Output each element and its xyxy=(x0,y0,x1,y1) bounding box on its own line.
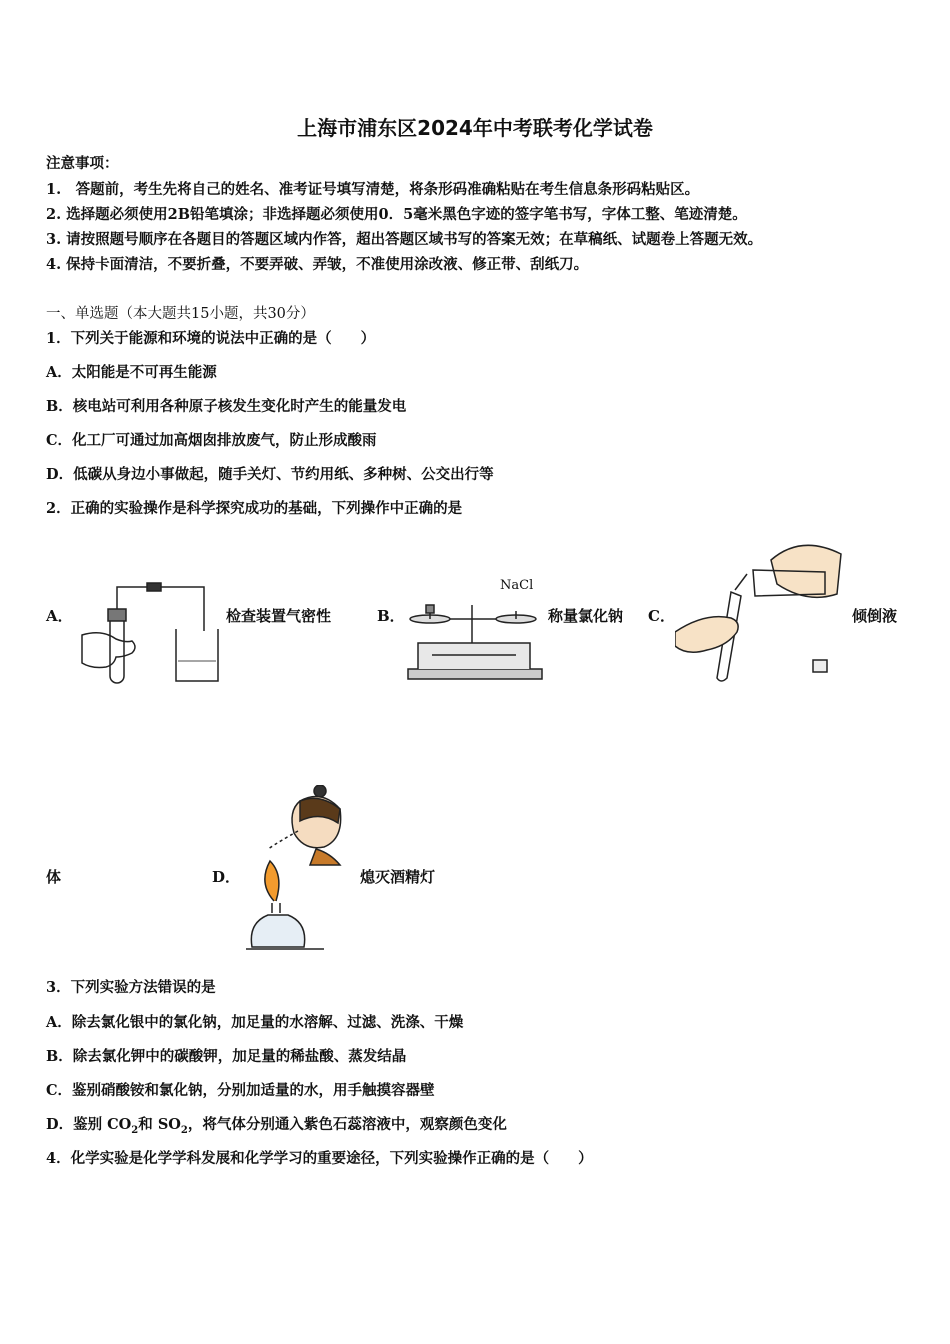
question-3-option-c: C．鉴别硝酸铵和氯化钠，分别加适量的水，用手触摸容器壁 xyxy=(46,1082,435,1099)
question-1-stem: 1．下列关于能源和环境的说法中正确的是（ ） xyxy=(46,330,376,347)
notice-item: 1. 答题前，考生先将自己的姓名、准考证号填写清楚，将条形码准确粘贴在考生信息条形码粘贴区。 xyxy=(46,181,700,198)
question-2-option-d-letter: D． xyxy=(212,868,241,886)
question-2-stem: 2．正确的实验操作是科学探究成功的基础，下列操作中正确的是 xyxy=(46,500,463,517)
airtight-check-illustration xyxy=(72,575,222,687)
question-2-option-a-letter: A． xyxy=(46,607,73,625)
question-3-option-b: B．除去氯化钾中的碳酸钾，加足量的稀盐酸、蒸发结晶 xyxy=(46,1048,407,1065)
question-2-option-c-caption-cont: 体 xyxy=(46,868,62,886)
question-1-option-a: A．太阳能是不可再生能源 xyxy=(46,364,217,381)
question-2-option-b-caption: 称量氯化钠 xyxy=(548,607,624,625)
question-2-option-b-letter: B． xyxy=(377,607,405,625)
extinguish-lamp-illustration xyxy=(240,785,355,953)
question-3-stem: 3．下列实验方法错误的是 xyxy=(46,979,216,996)
question-1-option-c: C．化工厂可通过加高烟囱排放废气，防止形成酸雨 xyxy=(46,432,377,449)
question-1-option-b: B．核电站可利用各种原子核发生变化时产生的能量发电 xyxy=(46,398,407,415)
question-3-option-a: A．除去氯化银中的氯化钠，加足量的水溶解、过滤、洗涤、干燥 xyxy=(46,1014,464,1031)
question-2-option-a-caption: 检查装置气密性 xyxy=(226,607,332,625)
question-2-option-c-caption: 倾倒液 xyxy=(852,607,898,625)
notice-heading: 注意事项： xyxy=(46,155,119,172)
notice-item: 2. 选择题必须使用2B铅笔填涂；非选择题必须使用0．5毫米黑色字迹的签字笔书写，字体工整、笔迹清楚。 xyxy=(46,206,747,223)
question-2-option-c-letter: C． xyxy=(648,607,675,625)
question-1-option-d: D．低碳从身边小事做起，随手关灯、节约用纸、多种树、公交出行等 xyxy=(46,466,494,483)
question-4-stem: 4．化学实验是化学学科发展和化学学习的重要途径，下列实验操作正确的是（ ） xyxy=(46,1150,593,1167)
pour-liquid-illustration xyxy=(675,530,845,685)
section-heading: 一、单选题（本大题共15小题，共30分） xyxy=(46,306,315,322)
nacl-label: NaCl xyxy=(500,578,534,593)
notice-item: 3. 请按照题号顺序在各题目的答题区域内作答，超出答题区域书写的答案无效；在草稿纸、试题卷上答题无效。 xyxy=(46,231,763,248)
notice-item: 4. 保持卡面清洁，不要折叠，不要弄破、弄皱，不准使用涂改液、修正带、刮纸刀。 xyxy=(46,256,589,273)
page-title: 上海市浦东区2024年中考联考化学试卷 xyxy=(297,116,653,140)
question-2-option-d-caption: 熄灭酒精灯 xyxy=(360,868,436,886)
question-3-option-d: D．鉴别 $CO_2$和 $SO_2$，将气体分别通入紫色石蕊溶液中，观察颜色变化 xyxy=(46,1116,507,1136)
